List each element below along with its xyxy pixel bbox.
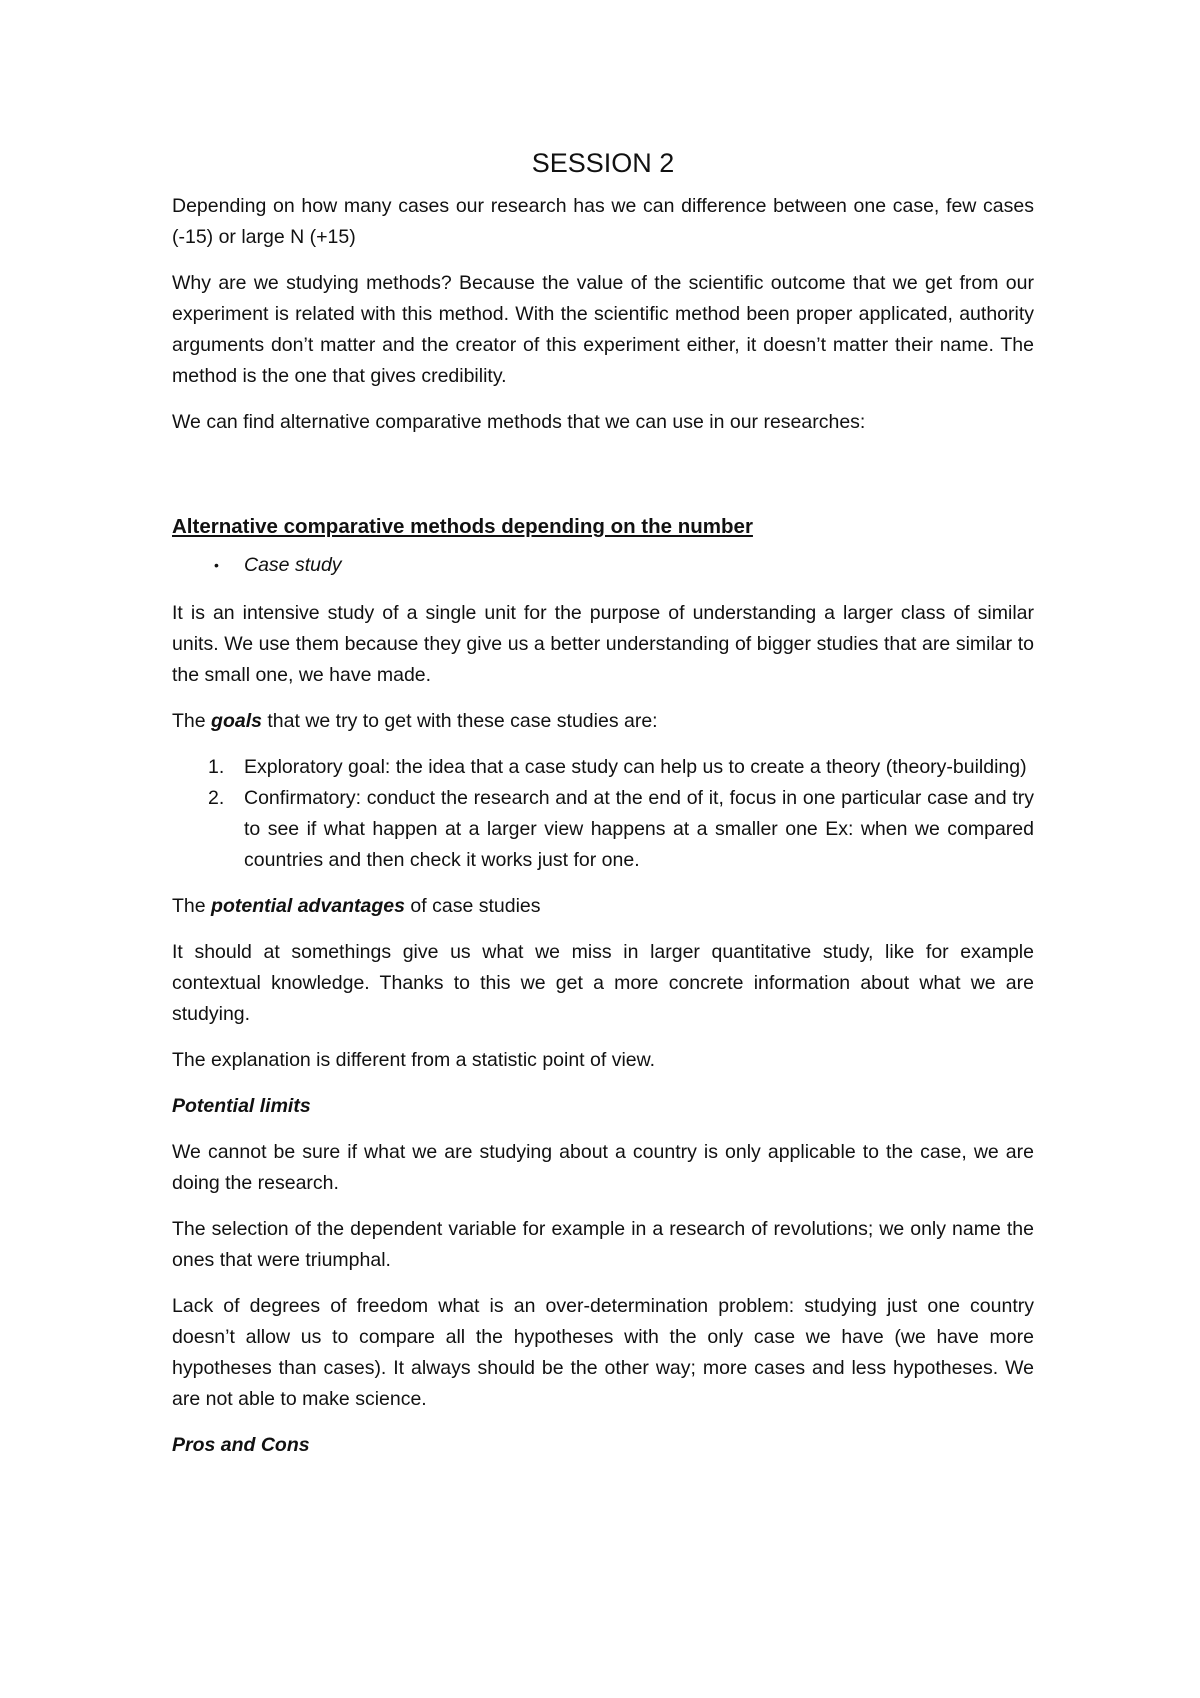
limits-heading: Potential limits — [172, 1095, 311, 1117]
section-heading: Alternative comparative methods depending on the number — [172, 515, 753, 538]
advantages-intro — [172, 891, 1034, 922]
goals-intro-after: that we try to get with these case studies are: — [261, 710, 658, 732]
goals-emphasis: goals — [211, 710, 262, 732]
goals-intro — [172, 706, 1034, 737]
advantages-intro-before: The — [172, 895, 212, 917]
pros-cons-heading: Pros and Cons — [172, 1434, 310, 1456]
page-title: SESSION 2 — [531, 148, 675, 178]
intro-paragraph-methods: Why are we studying methods? Because the value of the scientific outcome that we get from our experiment is related with this method. With the scientific method been proper applicated, authority arguments don’t matter and the creator of this experiment either, it doesn’t matter their name. The method is the one that gives credibility. — [172, 272, 1034, 387]
goals-list — [172, 752, 1034, 876]
intro-paragraph-cases: Depending on how many cases our research has we can difference between one case, few cases (-15) or large N (+15) — [172, 195, 1034, 248]
goals-list-text: Confirmatory: conduct the research and at the end of it, focus in one particular case and try to see if what happen at a larger view happens at a smaller one Ex: when we compared countries and then check it works just for one. — [244, 787, 1034, 871]
case-study-definition: It is an intensive study of a single unit for the purpose of understanding a larger class of similar units. We use them because they give us a better understanding of bigger studies that are similar to the small one, we have made. — [172, 602, 1034, 686]
limits-paragraph: The selection of the dependent variable for example in a research of revolutions; we only name the ones that were triumphal. — [172, 1218, 1034, 1271]
goals-intro-before: The — [172, 710, 212, 732]
intro-paragraph-alternatives: We can find alternative comparative methods that we can use in our researches: — [172, 411, 866, 433]
advantages-intro-after: of case studies — [405, 895, 541, 917]
goals-list-number: 2. — [208, 787, 225, 809]
explanation-paragraph: The explanation is different from a statistic point of view. — [172, 1049, 656, 1071]
document-body — [172, 145, 1034, 1476]
bullet-list-item — [172, 550, 1034, 581]
bullet-item-label: Case study — [244, 554, 342, 576]
goals-list-item — [172, 752, 1034, 783]
advantages-emphasis: potential advantages — [211, 895, 405, 917]
goals-list-number: 1. — [208, 756, 225, 778]
limits-paragraph: We cannot be sure if what we are studying about a country is only applicable to the case, we are doing the research. — [172, 1141, 1034, 1194]
bullet-icon: • — [214, 557, 219, 573]
section-spacer — [172, 453, 1034, 511]
goals-list-text: Exploratory goal: the idea that a case study can help us to create a theory (theory-building) — [244, 756, 1027, 778]
advantages-paragraph: It should at somethings give us what we miss in larger quantitative study, like for example contextual knowledge. Thanks to this we get a more concrete information about what we are studying. — [172, 941, 1034, 1025]
limits-paragraph: Lack of degrees of freedom what is an over-determination problem: studying just one country doesn’t allow us to compare all the hypotheses with the only case we have (we have more hypotheses than cases). It always should be the other way; more cases and less hypotheses. We are not able to make science. — [172, 1295, 1034, 1410]
goals-list-item — [172, 783, 1034, 876]
